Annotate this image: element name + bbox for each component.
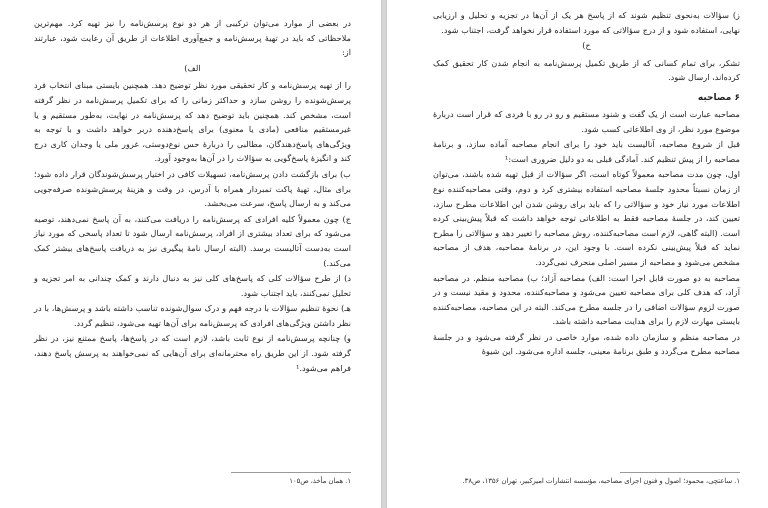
right-paragraph-types: مصاحبه به دو صورت قابل اجرا است: الف) مصاحبه آزاد؛ ب) مصاحبه منظم. در مصاحبه آزاد، که هدف کلی برای مصاحبه تعیین می‌شود و مصاحبه‌کننده، محدود و مقید نیست و در صورت لزوم سؤالات اضافی را در جلسه مطرح می‌کند. البته در این مصاحبه، مصاحبه‌کننده بایستی مهارت لازم را برای هدایت مصاحبه داشته باشد. (433, 272, 740, 327)
right-marker-he: ح) (582, 40, 591, 51)
left-paragraph-dal: د) از طرح سؤالات کلی که پاسخ‌های کلی نیز به دنبال دارند و کمک چندانی به امر تجزیه و تحلیل نمی‌کنند، باید اجتناب شود. (34, 273, 351, 298)
right-footnote-rule (620, 472, 740, 473)
left-page (0, 0, 382, 508)
left-paragraph-alef-body: را از تهیه پرسش‌نامه و کار تحقیقی مورد نظر توضیح دهد. همچنین بایستی مبنای انتخاب فرد پرسش‌شونده را روشن سازد و حداکثر زمانی را که برای تکمیل پرسش‌نامه در نظر گرفته است، مشخص کند. همچنین باید توضیح دهد که پرسش‌نامه در نهایت، به‌طور مستقیم و یا غیرمستقیم منافعی (مادی یا معنوی) برای پاسخ‌دهنده دربر خواهد داشت و با توجه به ویژگی‌های پاسخ‌دهندگان، مطالبی را دربارهٔ حس نوع‌دوستی، غرور ملی یا وجدان کاری درج کند و انگیزهٔ پاسخ‌گویی به سؤالات را در آن‌ها به‌وجود آورد. (34, 80, 351, 164)
section-heading-interview: ۶ مصاحبه (697, 92, 740, 103)
right-footnote: ۱. ساعتچی، محمود؛ اصول و فنون اجرای مصاحبه، مؤسسه انتشارات امیرکبیر، تهران ۱۳۵۶، ص۳۸. (462, 477, 740, 485)
right-paragraph-structured: در مصاحبه منظم و سازمان داده شده، موارد خاصی در نظر گرفته می‌شود و در جلسهٔ مصاحبه مطرح می‌گردد و طبق برنامهٔ معینی، جلسه اداره می‌شود. این شیوهٔ (433, 331, 740, 357)
right-paragraph-thanks: تشکر، برای تمام کسانی که از طریق تکمیل پرسش‌نامه به انجام شدن کار تحقیق کمک کرده‌اند، ارسال شود. (433, 57, 740, 83)
left-marker-alef: الف) (184, 62, 201, 73)
right-paragraph-reasons: اول، چون مدت مصاحبه معمولاً کوتاه است، اگر سؤالات از قبل تهیه شده باشند، می‌توان از زمان نسبتاً محدود جلسهٔ مصاحبه استفاده بیشتری کرد و دوم، وقتی مصاحبه‌کننده نوع اطلاعات مورد نیاز خود و سؤالاتی را که باید برای روشن شدن این اطلاعات مطرح سازد، تعیین کند، در جلسهٔ مصاحبه فقط به اطلاعاتی توجه خواهد داشت که قبلاً پیش‌بینی کرده است. (البته گاهی، لازم است مصاحبه‌کننده، روش مصاحبه را تغییر دهد و سؤالاتی را مطرح نماید که قبلاً پیش‌بینی نکرده است. با وجود این، در برنامهٔ مصاحبه، هدف از مصاحبه مشخص می‌شود و مصاحبه از مسیر اصلی منحرف نمی‌گردد. (433, 169, 740, 267)
left-footnote-rule (231, 472, 351, 473)
right-paragraph-preparation: قبل از شروع مصاحبه، آنالیست باید خود را برای انجام مصاحبه آماده سازد، و برنامهٔ مصاحبه را از پیش تنظیم کند. آمادگی قبلی به دو دلیل ضروری است:¹ (433, 139, 740, 164)
right-page (386, 0, 768, 508)
right-paragraph-ze: ز) سؤالات به‌نحوی تنظیم شوند که از پاسخ هر یک از آن‌ها در تجزیه و تحلیل و ارزیابی نهایی، استفاده شود و از درج سؤالاتی که مورد استفاده قرار نخواهد گرفت، اجتناب شود. (433, 10, 740, 35)
left-paragraph-vav: و) چنانچه پرسش‌نامه از نوع ثابت باشد، لازم است که در پاسخ‌ها، پاسخ ممتنع نیز، در نظر گرفته شود. از این طریق راه محترمانه‌ای برای آن‌هایی که نمی‌خواهند به پرسش پاسخ دهند، فراهم می‌شود.¹ (34, 333, 351, 373)
left-intro-paragraph: در بعضی از موارد می‌توان ترکیبی از هر دو نوع پرسش‌نامه را نیز تهیه کرد. مهم‌ترین ملاحظاتی که باید در تهیهٔ پرسش‌نامه و جمع‌آوری اطلاعات از طریق آن رعایت شود، عبارتند از: (34, 18, 351, 58)
left-paragraph-he: هـ) نحوهٔ تنظیم سؤالات با درجه فهم و درک سوال‌شونده تناسب داشته باشد و پرسش‌ها، با در نظر داشتن ویژگی‌های افرادی که پرسش‌نامه برای آن‌ها تهیه می‌شود، تنظیم گردد. (34, 303, 351, 328)
left-paragraph-be: ب) برای بازگشت دادن پرسش‌نامه، تسهیلات کافی در اختیار پرسش‌شوندگان قرار داده شود؛ برای مثال، تهیهٔ پاکت تمبردار همراه با آدرس، در وقت و هزینهٔ پرسش‌شونده صرفه‌جویی می‌کند و به ارسال پاسخ، سرعت می‌بخشد. (34, 168, 351, 209)
right-paragraph-definition: مصاحبه عبارت است از یک گفت و شنود مستقیم و رو در رو با فردی که قرار است دربارهٔ موضوع مورد نظر، از وی اطلاعاتی کسب شود. (433, 108, 740, 134)
left-footnote: ۱. همان مأخذ، ص۱۰۵ (289, 477, 351, 485)
left-paragraph-jim: ج) چون معمولاً کلیه افرادی که پرسش‌نامه را دریافت می‌کنند، به آن پاسخ نمی‌دهند، توصیه می‌شود که برای تعداد بیشتری از افراد، پرسش‌نامه ارسال شود تا تعداد پاسخی که مورد نیاز است به‌دست آتالیست برسد. (البته ارسال نامهٔ پیگیری نیز به دریافت پاسخ‌های بیشتر کمک می‌کند.) (34, 213, 351, 268)
